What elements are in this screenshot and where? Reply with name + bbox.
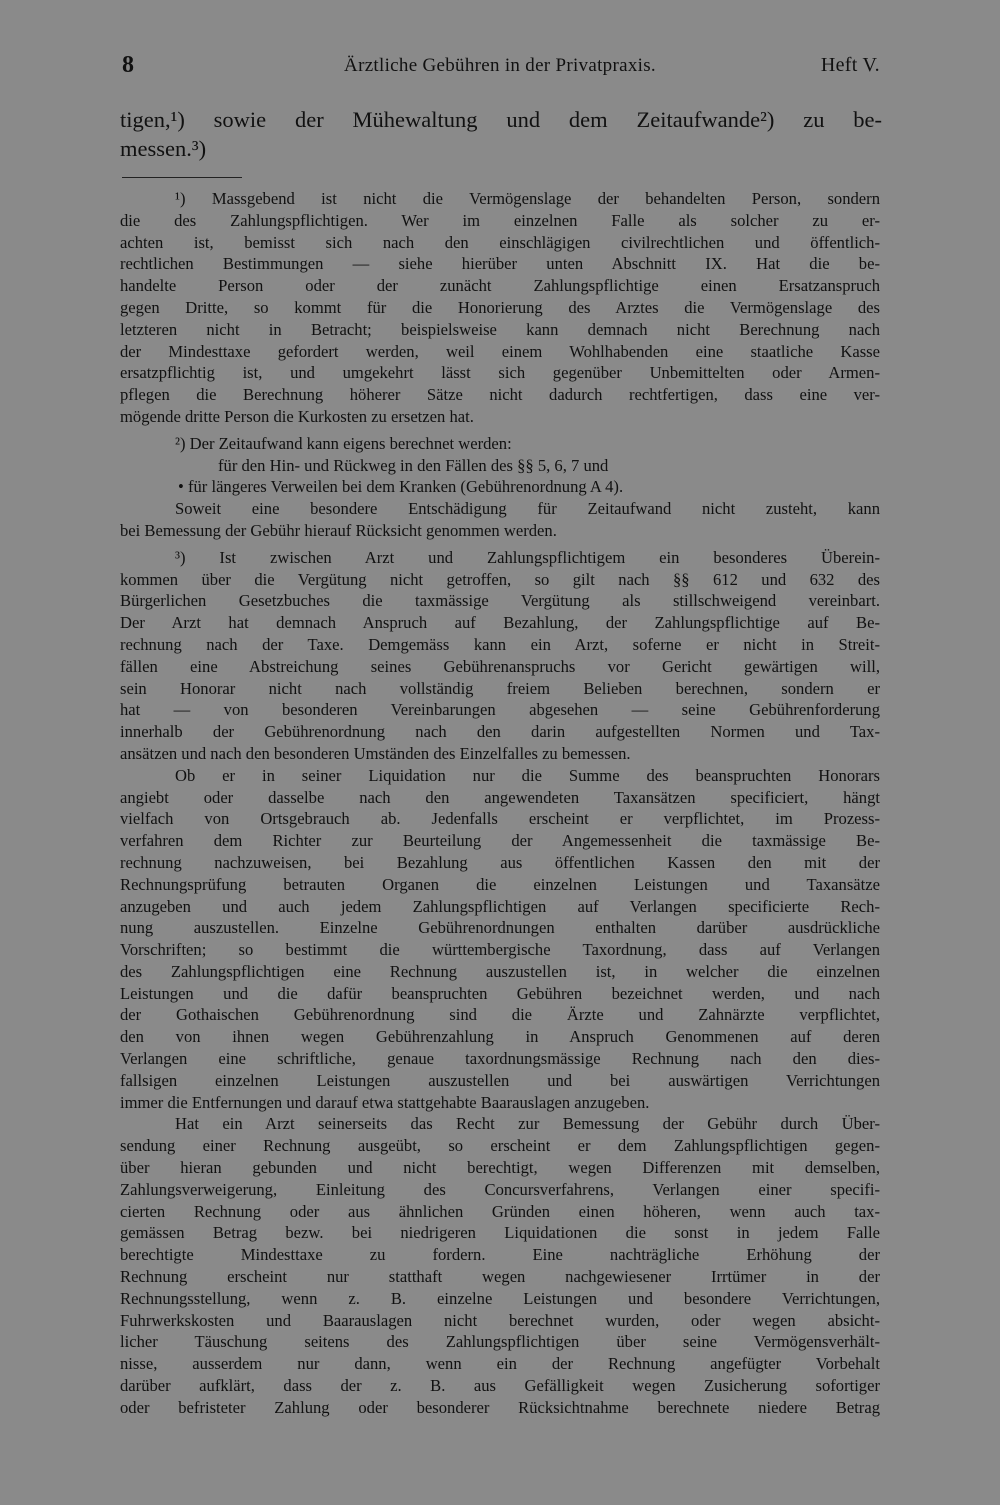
- footnote-line: oder befristeter Zahlung oder besonderer Rücksichtnahme berechnete niedere Betrag: [120, 1397, 880, 1417]
- footnote-line: berechtigte Mindesttaxe zu fordern. Eine nachträgliche Erhöhung der: [120, 1245, 880, 1265]
- footnote-line: fallsigen einzelnen Leistungen auszustellen und bei auswärtigen Verrichtungen: [120, 1070, 880, 1090]
- main-text: [120, 105, 882, 163]
- footnote-line: Fuhrwerkskosten und Baarauslagen nicht berechnet wurden, oder wegen absicht-: [120, 1310, 880, 1330]
- footnote-line: Bürgerlichen Gesetzbuches die taxmässige Vergütung als stillschweigend vereinbart.: [120, 591, 880, 611]
- footnotes: [120, 188, 880, 1419]
- footnote-line: gegen Dritte, so kommt für die Honorierung des Arztes die Vermögenslage des: [120, 297, 880, 317]
- footnote-line: den von ihnen wegen Gebührenzahlung in Anspruch Genommenen auf deren: [120, 1027, 880, 1047]
- footnote-line: Verlangen eine schriftliche, genaue taxordnungsmässige Rechnung nach den dies-: [120, 1049, 880, 1069]
- footnote-line: nisse, ausserdem nur dann, wenn ein der Rechnung angefügter Vorbehalt: [120, 1354, 880, 1374]
- footnote-line: für den Hin- und Rückweg in den Fällen des §§ 5, 6, 7 und: [218, 455, 609, 475]
- footnote-line: verfahren dem Richter zur Beurteilung der Angemessenheit die taxmässige Be-: [120, 831, 880, 851]
- footnote-separator: [122, 177, 242, 178]
- footnote-line: fällen eine Abstreichung seines Gebührenanspruchs vor Gericht gewärtigen will,: [120, 656, 880, 676]
- footnote-line: immer die Entfernungen und darauf etwa stattgehabte Baarauslagen anzugeben.: [120, 1092, 650, 1112]
- footnote-line: achten ist, bemisst sich nach den einschlägigen civilrechtlichen und öffentlich-: [120, 232, 880, 252]
- footnote-line: Zahlungsverweigerung, Einleitung des Concursverfahrens, Verlangen einer specifi-: [120, 1179, 880, 1199]
- footnote-line: rechnung nachzuweisen, bei Bezahlung aus öffentlichen Kassen den mit der: [120, 852, 880, 872]
- footnote-line: kommen über die Vergütung nicht getroffen, so gilt nach §§ 612 und 632 des: [120, 569, 880, 589]
- footnote-line: Ob er in seiner Liquidation nur die Summe des beanspruchten Honorars: [175, 765, 880, 785]
- footnote-line: darüber aufklärt, dass der z. B. aus Gefälligkeit wegen Zusicherung sofortiger: [120, 1376, 880, 1396]
- footnote-line: vielfach von Ortsgebrauch ab. Jedenfalls erscheint er verpflichtet, im Prozess-: [120, 809, 880, 829]
- footnote-line: bei Bemessung der Gebühr hierauf Rücksicht genommen werden.: [120, 520, 557, 540]
- footnote-line: der Gothaischen Gebührenordnung sind die Ärzte und Zahnärzte verpflichtet,: [120, 1005, 880, 1025]
- running-header: [120, 52, 880, 82]
- footnote-line: Vorschriften; so bestimmt die württembergische Taxordnung, dass auf Verlangen: [120, 940, 880, 960]
- footnote-line: gemässen Betrag bezw. bei niedrigeren Liquidationen die sonst in jedem Falle: [120, 1223, 880, 1243]
- footnote-line: Rechnung erscheint nur statthaft wegen nachgewiesener Irrtümer in der: [120, 1267, 880, 1287]
- footnote-line: ³) Ist zwischen Arzt und Zahlungspflichtigem ein besonderes Überein-: [175, 547, 880, 567]
- footnote-line: anzugeben und auch jedem Zahlungspflichtigen auf Verlangen specificierte Rech-: [120, 896, 880, 916]
- footnote-3: [120, 547, 880, 1419]
- footnote-line: licher Täuschung seitens des Zahlungspflichtigen über seine Vermögensverhält-: [120, 1332, 880, 1352]
- footnote-2: [120, 433, 880, 542]
- footnote-line: der Mindesttaxe gefordert werden, weil einem Wohlhabenden eine staatliche Kasse: [120, 341, 880, 361]
- footnote-line: cierten Rechnung oder aus ähnlichen Gründen einen höheren, wenn auch tax-: [120, 1201, 880, 1221]
- text-line: tigen,¹) sowie der Mühewaltung und dem Zeitaufwande²) zu be-: [120, 107, 882, 132]
- footnote-line: Soweit eine besondere Entschädigung für Zeitaufwand nicht zusteht, kann: [175, 499, 880, 519]
- footnote-line: über hieran gebunden und nicht berechtigt, wegen Differenzen mit demselben,: [120, 1158, 880, 1178]
- page-number: 8: [122, 52, 135, 78]
- footnote-line: rechnung nach der Taxe. Demgemäss kann ein Arzt, soferne er nicht in Streit-: [120, 634, 880, 654]
- footnote-line: ansätzen und nach den besonderen Umständen des Einzelfalles zu bemessen.: [120, 743, 631, 763]
- footnote-line: ersatzpflichtig ist, und umgekehrt lässt sich gegenüber Unbemittelten oder Armen-: [120, 363, 880, 383]
- footnote-line: Der Arzt hat demnach Anspruch auf Bezahlung, der Zahlungspflichtige auf Be-: [120, 613, 880, 633]
- footnote-line: die des Zahlungspflichtigen. Wer im einzelnen Falle als solcher zu er-: [120, 210, 880, 230]
- footnote-line: Rechnungsstellung, wenn z. B. einzelne Leistungen und besondere Verrichtungen,: [120, 1288, 880, 1308]
- footnote-line: • für längeres Verweilen bei dem Kranken (Gebührenordnung A 4).: [178, 477, 624, 497]
- issue-label: Heft V.: [820, 54, 880, 76]
- footnote-line: Leistungen und die dafür beanspruchten Gebühren bezeichnet werden, und nach: [120, 983, 880, 1003]
- footnote-line: des Zahlungspflichtigen eine Rechnung auszustellen ist, in welcher die einzelnen: [120, 961, 880, 981]
- footnote-line: ¹) Massgebend ist nicht die Vermögenslage der behandelten Person, sondern: [175, 189, 880, 208]
- running-title: Ärztliche Gebühren in der Privatpraxis.: [344, 55, 656, 76]
- footnote-line: angiebt oder dasselbe nach den angewendeten Taxansätzen specificiert, hängt: [120, 787, 880, 807]
- footnote-line: Rechnungsprüfung betrauten Organen die einzelnen Leistungen und Taxansätze: [120, 874, 880, 894]
- footnote-line: Hat ein Arzt seinerseits das Recht zur Bemessung der Gebühr durch Über-: [175, 1114, 880, 1134]
- footnote-line: ²) Der Zeitaufwand kann eigens berechnet werden:: [175, 433, 512, 453]
- footnote-line: pflegen die Berechnung höherer Sätze nicht dadurch rechtfertigen, dass eine ver-: [120, 385, 880, 405]
- footnote-line: innerhalb der Gebührenordnung nach den darin aufgestellten Normen und Tax-: [120, 722, 880, 742]
- footnote-line: rechtlichen Bestimmungen — siehe hierüber unten Abschnitt IX. Hat die be-: [120, 254, 880, 274]
- footnote-line: sendung einer Rechnung ausgeübt, so erscheint er dem Zahlungspflichtigen gegen-: [120, 1136, 880, 1156]
- text-line: messen.³): [120, 136, 207, 161]
- footnote-line: sein Honorar nicht nach vollständig freiem Belieben berechnen, sondern er: [120, 678, 880, 698]
- footnote-line: letzteren nicht in Betracht; beispielsweise kann demnach nicht Berechnung nach: [120, 319, 880, 339]
- footnote-line: handelte Person oder der zunächt Zahlungspflichtige einen Ersatzanspruch: [120, 276, 880, 296]
- footnote-line: nung auszustellen. Einzelne Gebührenordnungen enthalten darüber ausdrückliche: [120, 918, 880, 938]
- footnote-line: hat — von besonderen Vereinbarungen abgesehen — seine Gebührenforderung: [120, 700, 880, 720]
- footnote-1: [120, 188, 880, 428]
- footnote-line: mögende dritte Person die Kurkosten zu ersetzen hat.: [120, 406, 474, 426]
